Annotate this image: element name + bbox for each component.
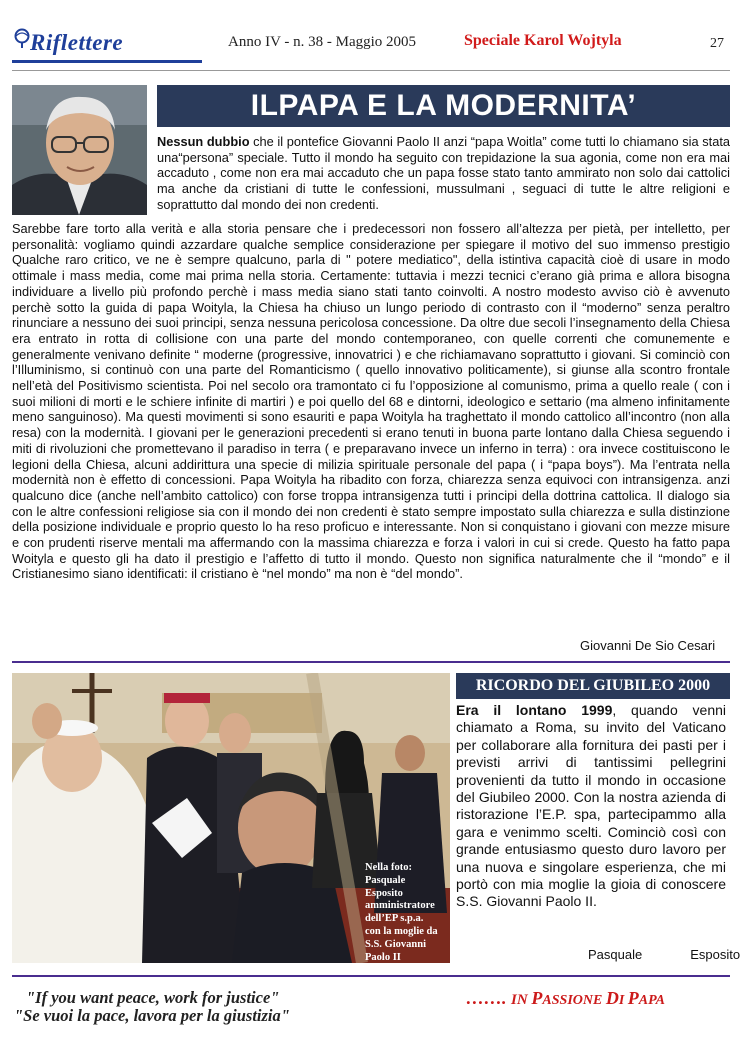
slogan-r3: APA (638, 993, 665, 1008)
caption-line: amministratore (365, 900, 435, 912)
slogan-r2: I (618, 993, 628, 1008)
caption-line: S.S. Giovanni (365, 938, 426, 950)
section-divider (12, 661, 730, 663)
caption-line: Paolo II (365, 951, 401, 963)
slogan-r1: ASSIONE (542, 993, 606, 1008)
issue-info: Anno IV - n. 38 - Maggio 2005 (228, 34, 417, 50)
logo-text: Riflettere (30, 30, 124, 55)
footer-rule (12, 975, 730, 977)
slogan-in: IN (511, 992, 532, 1008)
quote-english: "If you want peace, work for justice" (26, 988, 280, 1007)
slogan-dots: ……. (466, 988, 511, 1008)
ricordo-author-first: Pasquale (588, 947, 643, 962)
article-intro (157, 134, 730, 213)
slogan-p2: P (627, 988, 639, 1008)
photo-caption (365, 862, 449, 964)
portrait-photo (12, 85, 147, 215)
intro-text: che il pontefice Giovanni Paolo II anzi “papa Woitla” come tutti lo chiamano sia stata una“persona” speciale. Tutto il mondo ha seguito con trepidazione la sua agonia, come non era mai accaduto , come non era mai accaduto che un papa fosse stato tanto ammirato non solo dai cattolici ma anche da cristiani di tutte le confessioni, mussulmani , seguaci di tutte le altre religioni e soprattutto dal mondo dei non credenti. (157, 134, 730, 212)
caption-line: Nella foto: (365, 862, 412, 873)
header-rule (12, 70, 730, 71)
slogan-d: D (605, 988, 619, 1008)
ricordo-body: , quando venni chiamato a Roma, su invito del Vaticano per collaborare alla fornitura dei pasti per i previsti arrivi di tantissimi pellegrini provenienti da tutto il mondo in occasione del Giubileo 2000. Con la nostra azienda di ristorazione l’E.P. spa, partecipammo alla gara e venimmo scelti. Cominciò così con grande entusiasmo questo duro lavoro per una nuova e singolare esperienza, che mi portò con mia moglie la gioia di conoscere S.S. Giovanni Paolo II. (456, 702, 726, 910)
special-label: Speciale Karol Wojtyla (464, 32, 622, 49)
caption-line: Esposito (365, 887, 403, 899)
ricordo-author (588, 947, 740, 962)
article-title: ILPAPA E LA MODERNITA’ (157, 85, 730, 127)
page-number: 27 (710, 36, 724, 51)
ricordo-title: RICORDO DEL GIUBILEO 2000 (456, 673, 730, 699)
caption-line: Pasquale (365, 874, 406, 886)
caption-line: con la moglie da (365, 925, 438, 937)
article-author: Giovanni De Sio Cesari (580, 638, 716, 653)
slogan-p1: P (531, 988, 543, 1008)
intro-lead: Nessun dubbio (157, 134, 250, 149)
logo-globe-icon (12, 28, 32, 50)
caption-line: dell’EP s.p.a. (365, 913, 424, 925)
ricordo-author-last: Esposito (690, 947, 741, 962)
passion-slogan (466, 988, 665, 1009)
ricordo-lead: Era il lontano 1999 (456, 702, 613, 718)
quote-italian: "Se vuoi la pace, lavora per la giustizia" (14, 1006, 290, 1025)
article-body: Sarebbe fare torto alla verità e alla storia pensare che i predecessori non fossero all’altezza per pietà, per intelletto, per personalità: vogliamo quindi azzardare qualche semplice considerazione per spiegare il motivo del suo immenso prestigio Qualche raro critico, ve ne è sempre qualcuno, parla di " potere mediatico", della istintiva capacità cioè di usare in modo ottimale i mass media, come mai prima nella storia. Certamente: tuttavia i mezzi tecnici c’erano già prima e allora bisogna individuare a livello più profondo perchè i mass media siano stati tanto coinvolti. A nostro modesto avviso ciò è avvenuto perchè sotto la guida di papa Woityla, la Chiesa ha chiuso un lungo periodo di contrasto con il “moderno” senza peraltro rinunciare a nessuno dei suoi principi, senza nessuna pericolosa concessione. Da oltre due secoli l’insegnamento della Chiesa era entrato in rotta di collisione con una parte del mondo contemporaneo, con quelle correnti che comunemente e generalmente venivano definite “ moderne (progressive, innovatrici ) e che richiamavano soprattutto i giovani. Si cominciò con l’Illuminismo, si continuò con una parte del Romanticismo ( quello innovativo politicamente), si giunse alla scontro frontale nell’età del Positivismo scientista. Poi nel secolo ora tramontato ci fu l’opposizione al comunismo, prima a quello reale ( con i suoi milioni di morti e le schiere infinite di martiri ) e poi quello del 68 e dintorni, ideologico e settario (ma almeno infinitamente meno sanguinoso). Ma questi movimenti si sono esauriti e papa Woityla ha traghettato il mondo cattolico all’incontro (non alla resa) con la modernità. I giovani per le generazioni precedenti si erano tenuti in buona parte lontano dalla Chiesa seguendo i miti di rivoluzioni che promettevano il paradiso in terra ( e preparavano invece un inferno in terra) : ora invece costituiscono le legioni della Chiesa, alcuni addirittura una specie di milizia spirituale personale del papa ( i “papa boys”). Ma l’entrata nella modernità non è effetto di concessioni. Papa Woityla ha ribadito con forza, chiarezza senza equivoci con intransigenza. anzi qualcuno dice (anche nell’ambito cattolico) con forse troppa intransigenza tutti i principi della dottrina cattolica. Il dialogo sia con le altre confessioni religiose sia con il mondo dei non credenti è stato sempre impostato sulla chiarezza e sulla distinzione della posizione individuale e proprio questo lo ha reso proficuo e interessante. Non si conquistano i giovani con mezze misure e con prudenti riserve mentali ma affermando con la massima chiarezza e forza i valori in cui si crede. Questo ha fatto papa Woityla e questo gli ha dato il prestigio e l’affetto di tutto il mondo. Questo non significa naturalmente che il “mondo” e il Cristianesimo siano identificati: il cristiano è “nel mondo” ma non è “del mondo”. (12, 221, 730, 582)
logo (12, 22, 202, 62)
logo-underline (12, 60, 202, 63)
ricordo-text (456, 702, 726, 911)
